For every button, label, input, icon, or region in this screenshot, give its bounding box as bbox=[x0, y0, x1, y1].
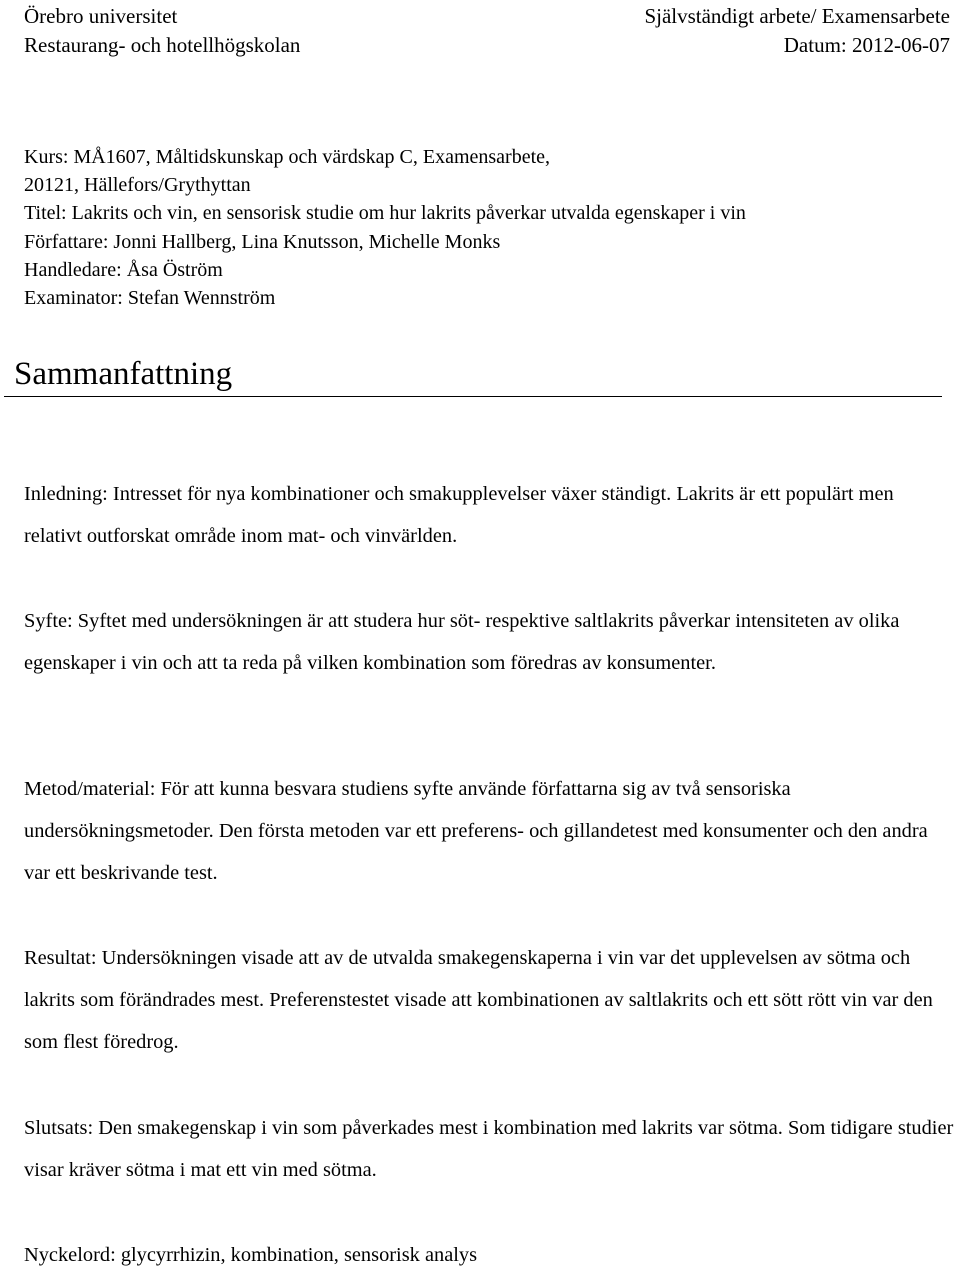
authors: Författare: Jonni Hallberg, Lina Knutsson, Michelle Monks bbox=[24, 230, 501, 253]
page-header bbox=[24, 2, 950, 60]
document-date: Datum: 2012-06-07 bbox=[783, 33, 950, 57]
summary-heading: Sammanfattning bbox=[14, 356, 233, 392]
university-name: Örebro universitet bbox=[24, 4, 178, 28]
conclusion-paragraph bbox=[24, 1107, 954, 1191]
supervisor: Handledare: Åsa Öström bbox=[24, 258, 223, 281]
introduction-text: Inledning: Intresset för nya kombinationer och smakupplevelser växer ständigt. Lakrits är ett populärt men relativt outforskat område inom mat- och vinvärlden. bbox=[24, 483, 894, 547]
purpose-text: Syfte: Syftet med undersökningen är att studera hur söt- respektive saltlakrits påverkar intensiteten av olika egenskaper i vin och att ta reda på vilken kombination som föredras av konsumenter. bbox=[24, 610, 900, 674]
method-text: Metod/material: För att kunna besvara studiens syfte använde författarna sig av två sensoriska undersökningsmetoder. Den första metoden var ett preferens- och gillandetest med konsumenter och den andra var ett beskrivande test. bbox=[24, 778, 928, 884]
examiner: Examinator: Stefan Wennström bbox=[24, 287, 276, 310]
course-line-2: 20121, Hällefors/Grythyttan bbox=[24, 174, 251, 197]
results-text: Resultat: Undersökningen visade att av de utvalda smakegenskaperna i vin var det upplevelsen av sötma och lakrits som förändrades mest. Preferenstestet visade att kombinationen av saltlakrits och ett sött rött vin var den som flest föredrog. bbox=[24, 947, 933, 1053]
heading-divider bbox=[4, 396, 942, 397]
method-paragraph bbox=[24, 768, 954, 894]
course-line-1: Kurs: MÅ1607, Måltidskunskap och värdskap C, Examensarbete, bbox=[24, 146, 551, 168]
conclusion-text: Slutsats: Den smakegenskap i vin som påverkades mest i kombination med lakrits var sötma. Som tidigare studier visar kräver sötma i mat ett vin med sötma. bbox=[24, 1117, 954, 1181]
results-paragraph bbox=[24, 937, 954, 1063]
header-row-1 bbox=[24, 2, 950, 31]
school-name: Restaurang- och hotellhögskolan bbox=[24, 33, 301, 57]
introduction-paragraph bbox=[24, 473, 954, 557]
document-type: Självständigt arbete/ Examensarbete bbox=[644, 4, 950, 28]
header-row-2 bbox=[24, 31, 950, 60]
thesis-metadata bbox=[24, 143, 746, 312]
keywords-text: Nyckelord: glycyrrhizin, kombination, sensorisk analys bbox=[24, 1244, 478, 1266]
purpose-paragraph bbox=[24, 600, 954, 684]
thesis-title: Titel: Lakrits och vin, en sensorisk studie om hur lakrits påverkar utvalda egenskaper i vin bbox=[24, 202, 746, 225]
